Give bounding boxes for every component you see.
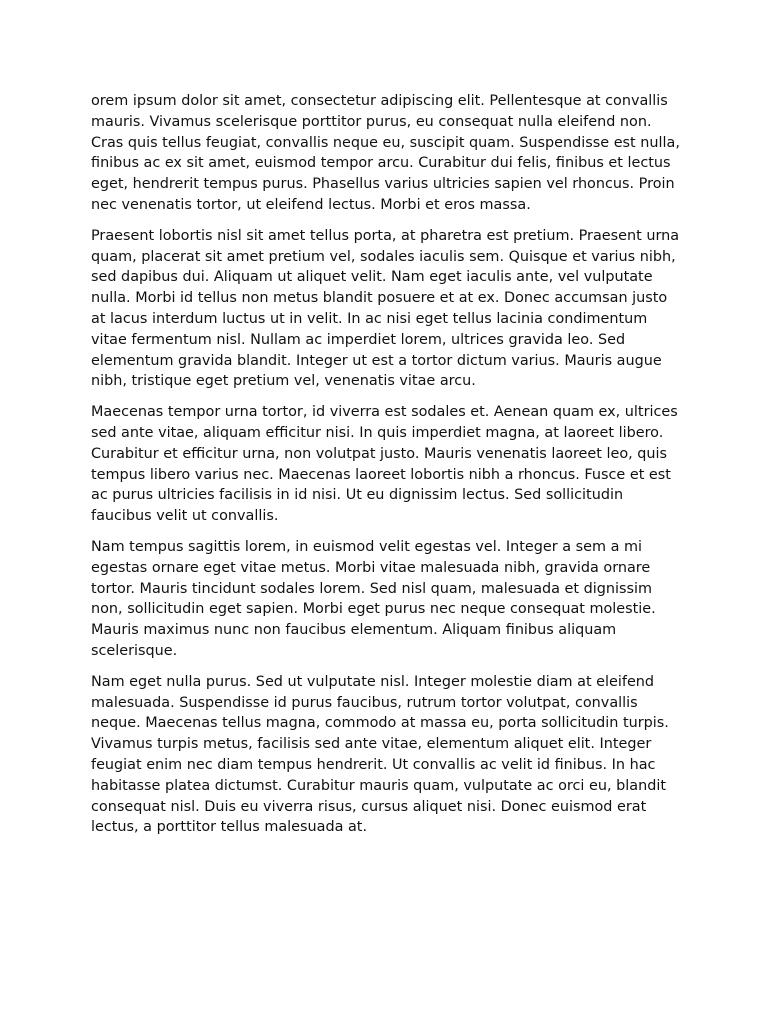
- document-page: [91, 91, 681, 848]
- paragraph-2: Praesent lobortis nisl sit amet tellus porta, at pharetra est pretium. Praesent urna quam, placerat sit amet pretium vel, sodales iaculis sem. Quisque et varius nibh, sed dapibus dui. Aliquam ut aliquet velit. Nam eget iaculis ante, vel vulputate nulla. Morbi id tellus non metus blandit posuere et at ex. Donec accumsan justo at lacus interdum luctus ut in velit. In ac nisi eget tellus lacinia condimentum vitae fermentum nisl. Nullam ac imperdiet lorem, ultrices gravida leo. Sed elementum gravida blandit. Integer ut est a tortor dictum varius. Mauris augue nibh, tristique eget pretium vel, venenatis vitae arcu.: [91, 227, 680, 390]
- paragraph-4: Nam tempus sagittis lorem, in euismod velit egestas vel. Integer a sem a mi egestas ornare eget vitae metus. Morbi vitae malesuada nibh, gravida ornare tortor. Mauris tincidunt sodales lorem. Sed nisl quam, malesuada et dignissim non, sollicitudin eget sapien. Morbi eget purus nec neque consequat molestie. Mauris maximus nunc non faucibus elementum. Aliquam finibus aliquam scelerisque.: [91, 538, 656, 659]
- paragraph-3: Maecenas tempor urna tortor, id viverra est sodales et. Aenean quam ex, ultrices sed ante vitae, aliquam efficitur nisi. In quis imperdiet magna, at laoreet libero. Curabitur et efficitur urna, non volutpat justo. Mauris venenatis laoreet leo, quis tempus libero varius nec. Maecenas laoreet lobortis nibh a rhoncus. Fusce et est ac purus ultricies facilisis in id nisi. Ut eu dignissim lectus. Sed sollicitudin faucibus velit ut convallis.: [91, 404, 678, 525]
- paragraph-5: Nam eget nulla purus. Sed ut vulputate nisl. Integer molestie diam at eleifend malesuada. Suspendisse id purus faucibus, rutrum tortor volutpat, convallis neque. Maecenas tellus magna, commodo at massa eu, porta sollicitudin turpis. Vivamus turpis metus, facilisis sed ante vitae, elementum aliquet elit. Integer feugiat enim nec diam tempus hendrerit. Ut convallis ac velit id finibus. In hac habitasse platea dictumst. Curabitur mauris quam, vulputate ac orci eu, blandit consequat nisl. Duis eu viverra risus, cursus aliquet nisi. Donec euismod erat lectus, a porttitor tellus malesuada at.: [91, 673, 669, 836]
- paragraph-1: orem ipsum dolor sit amet, consectetur adipiscing elit. Pellentesque at convallis mauris. Vivamus scelerisque porttitor purus, eu consequat nulla eleifend non. Cras quis tellus feugiat, convallis neque eu, suscipit quam. Suspendisse est nulla, finibus ac ex sit amet, euismod tempor arcu. Curabitur dui felis, finibus et lectus eget, hendrerit tempus purus. Phasellus varius ultricies sapien vel rhoncus. Proin nec venenatis tortor, ut eleifend lectus. Morbi et eros massa.: [91, 93, 680, 213]
